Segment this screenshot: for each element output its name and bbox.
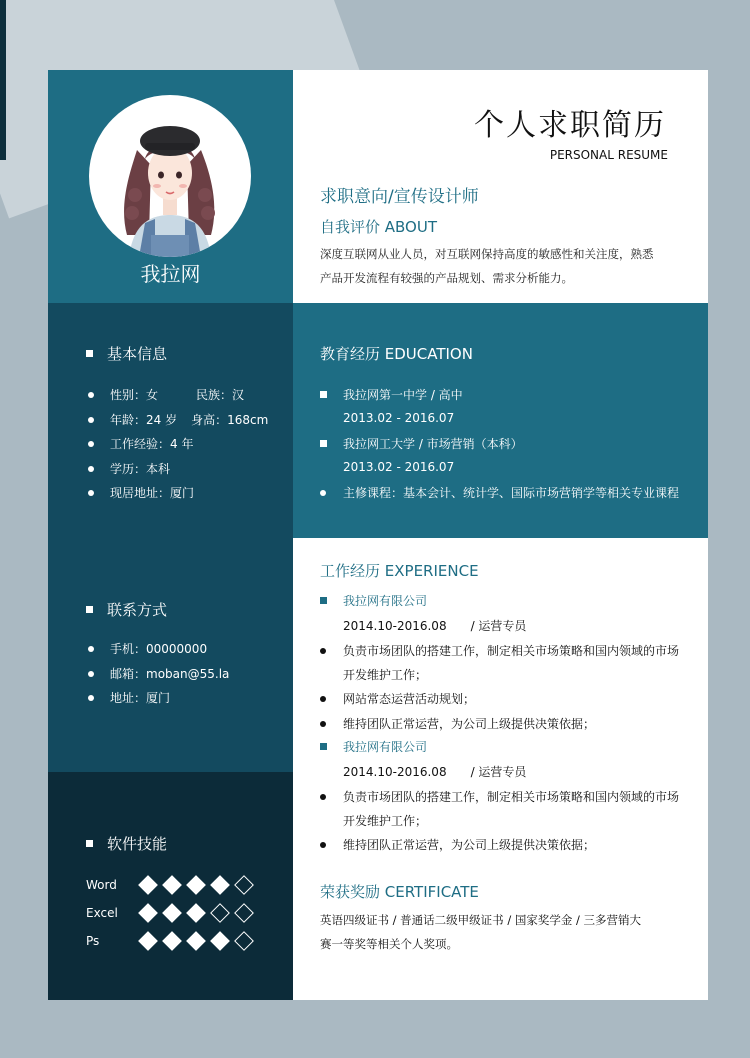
work-experience: 工作经验：4 年	[110, 437, 194, 451]
profile-name: 我拉网	[140, 262, 201, 286]
duty-text: 负责市场团队的搭建工作，制定相关市场策略和国内领域的市场	[343, 644, 680, 658]
job-period: 2014.10-2016.08	[343, 618, 447, 633]
experience-heading: 工作经历 EXPERIENCE	[320, 562, 479, 580]
dot-bullet-icon	[320, 696, 326, 702]
about-heading: 自我评价 ABOUT	[320, 218, 438, 236]
skill-name: Excel	[86, 906, 118, 920]
avatar	[89, 95, 251, 257]
education-period-2: 2013.02 - 2016.07	[343, 460, 455, 474]
education-school-2	[320, 435, 523, 452]
school-name: 我拉网工大学 / 市场营销（本科）	[343, 437, 523, 451]
contact-list	[88, 637, 229, 711]
dot-bullet-icon	[88, 490, 94, 496]
about-line: 产品开发流程有较强的产品规划、需求分析能力。	[320, 271, 573, 285]
courses-text: 主修课程：基本会计、统计学、国际市场营销学等相关专业课程	[343, 486, 680, 500]
right-column	[293, 70, 708, 1000]
education-heading: 教育经历 EDUCATION	[320, 345, 473, 363]
diamond-filled-icon	[138, 903, 158, 923]
job-intent: 求职意向/宣传设计师	[320, 187, 479, 207]
diamond-filled-icon	[162, 903, 182, 923]
skill-row	[86, 878, 260, 892]
square-bullet-icon	[320, 440, 327, 447]
background-dark-bar	[0, 0, 6, 160]
basic-info-heading	[86, 343, 167, 364]
age: 年龄：24 岁	[110, 412, 178, 427]
education-section	[293, 303, 708, 538]
duty-text: 维持团队正常运营，为公司上级提供决策依据；	[343, 838, 596, 852]
height: 身高：168cm	[191, 412, 269, 427]
profile-block	[48, 70, 293, 303]
basic-info-list	[88, 383, 268, 506]
list-item	[88, 686, 229, 711]
phone: 手机：00000000	[110, 642, 208, 656]
dot-bullet-icon	[88, 466, 94, 472]
duty-item	[320, 836, 595, 853]
contact-address: 地址：厦门	[110, 691, 171, 705]
certificate-text	[320, 908, 675, 956]
skill-name: Word	[86, 878, 117, 892]
diamond-filled-icon	[186, 931, 206, 951]
company-name	[320, 592, 427, 609]
dot-bullet-icon	[320, 794, 326, 800]
company-label: 我拉网有限公司	[343, 594, 428, 608]
duty-item	[320, 788, 679, 805]
certificate-line: 英语四级证书 / 普通话二级甲级证书 / 国家奖学金 / 三多营销大	[320, 913, 642, 927]
job-role: / 运营专员	[470, 765, 527, 779]
basic-info-title: 基本信息	[107, 345, 168, 363]
company-name	[320, 738, 427, 755]
dot-bullet-icon	[88, 671, 94, 677]
job-period: 2014.10-2016.08	[343, 764, 447, 779]
diamond-filled-icon	[162, 931, 182, 951]
duty-text: 负责市场团队的搭建工作，制定相关市场策略和国内领域的市场	[343, 790, 680, 804]
dot-bullet-icon	[88, 695, 94, 701]
address: 现居地址：厦门	[110, 486, 195, 500]
list-item	[88, 662, 229, 687]
job-role: / 运营专员	[470, 619, 527, 633]
dot-bullet-icon	[88, 646, 94, 652]
diamond-filled-icon	[210, 931, 230, 951]
duty-continuation: 开发维护工作；	[343, 814, 428, 828]
ethnicity: 民族：汉	[196, 388, 245, 402]
dot-bullet-icon	[320, 721, 326, 727]
education-courses	[320, 484, 679, 501]
skills-block	[48, 772, 293, 1000]
education-level: 学历：本科	[110, 461, 171, 476]
email: 邮箱：moban@55.la	[110, 666, 230, 681]
page-title: 个人求职简历	[474, 108, 666, 143]
skills-heading	[86, 833, 167, 854]
dot-bullet-icon	[320, 842, 326, 848]
duty-continuation: 开发维护工作；	[343, 668, 428, 682]
diamond-filled-icon	[186, 903, 206, 923]
about-text	[320, 242, 675, 290]
diamond-empty-icon	[210, 903, 230, 923]
gender: 性别：女	[110, 388, 159, 402]
dot-bullet-icon	[88, 441, 94, 447]
dot-bullet-icon	[88, 417, 94, 423]
list-item	[88, 637, 229, 662]
skill-name: Ps	[86, 934, 100, 948]
job-period-row	[343, 763, 526, 780]
skill-rating	[140, 934, 260, 948]
resume-page	[48, 70, 708, 1000]
skill-rating	[140, 878, 260, 892]
duty-item	[320, 690, 475, 707]
job-period-row	[343, 617, 526, 634]
page-subtitle: PERSONAL RESUME	[549, 148, 668, 162]
diamond-filled-icon	[210, 875, 230, 895]
list-item	[88, 481, 268, 506]
diamond-filled-icon	[162, 875, 182, 895]
dot-bullet-icon	[88, 392, 94, 398]
square-bullet-icon	[86, 840, 93, 847]
skill-row	[86, 934, 260, 948]
skill-row	[86, 906, 260, 920]
duty-text: 维持团队正常运营，为公司上级提供决策依据；	[343, 717, 596, 731]
skill-rating	[140, 906, 260, 920]
diamond-empty-icon	[234, 903, 254, 923]
square-bullet-icon	[86, 350, 93, 357]
square-bullet-icon	[320, 391, 327, 398]
diamond-filled-icon	[186, 875, 206, 895]
skills-title: 软件技能	[107, 835, 168, 853]
school-name: 我拉网第一中学 / 高中	[343, 388, 463, 402]
certificate-line: 赛一等奖等相关个人奖项。	[320, 937, 458, 951]
education-period-1: 2013.02 - 2016.07	[343, 411, 455, 425]
contact-block	[48, 538, 293, 772]
duty-text: 网站常态运营活动规划；	[343, 692, 476, 706]
contact-heading	[86, 599, 167, 620]
education-school-1	[320, 386, 463, 403]
list-item	[88, 457, 268, 482]
avatar-illustration	[89, 95, 251, 257]
diamond-empty-icon	[234, 875, 254, 895]
square-bullet-icon	[86, 606, 93, 613]
list-item	[88, 408, 268, 433]
company-label: 我拉网有限公司	[343, 740, 428, 754]
duty-item	[320, 642, 679, 659]
contact-title: 联系方式	[107, 601, 168, 619]
diamond-filled-icon	[138, 931, 158, 951]
certificate-heading: 荣获奖励 CERTIFICATE	[320, 883, 479, 901]
about-line: 深度互联网从业人员，对互联网保持高度的敏感性和关注度，熟悉	[320, 247, 654, 261]
list-item	[88, 432, 268, 457]
duty-item	[320, 715, 595, 732]
list-item	[88, 383, 268, 408]
diamond-empty-icon	[234, 931, 254, 951]
left-column	[48, 70, 293, 1000]
square-bullet-icon	[320, 743, 327, 750]
diamond-filled-icon	[138, 875, 158, 895]
dot-bullet-icon	[320, 648, 326, 654]
square-bullet-icon	[320, 597, 327, 604]
dot-bullet-icon	[320, 490, 326, 496]
basic-info-block	[48, 303, 293, 538]
